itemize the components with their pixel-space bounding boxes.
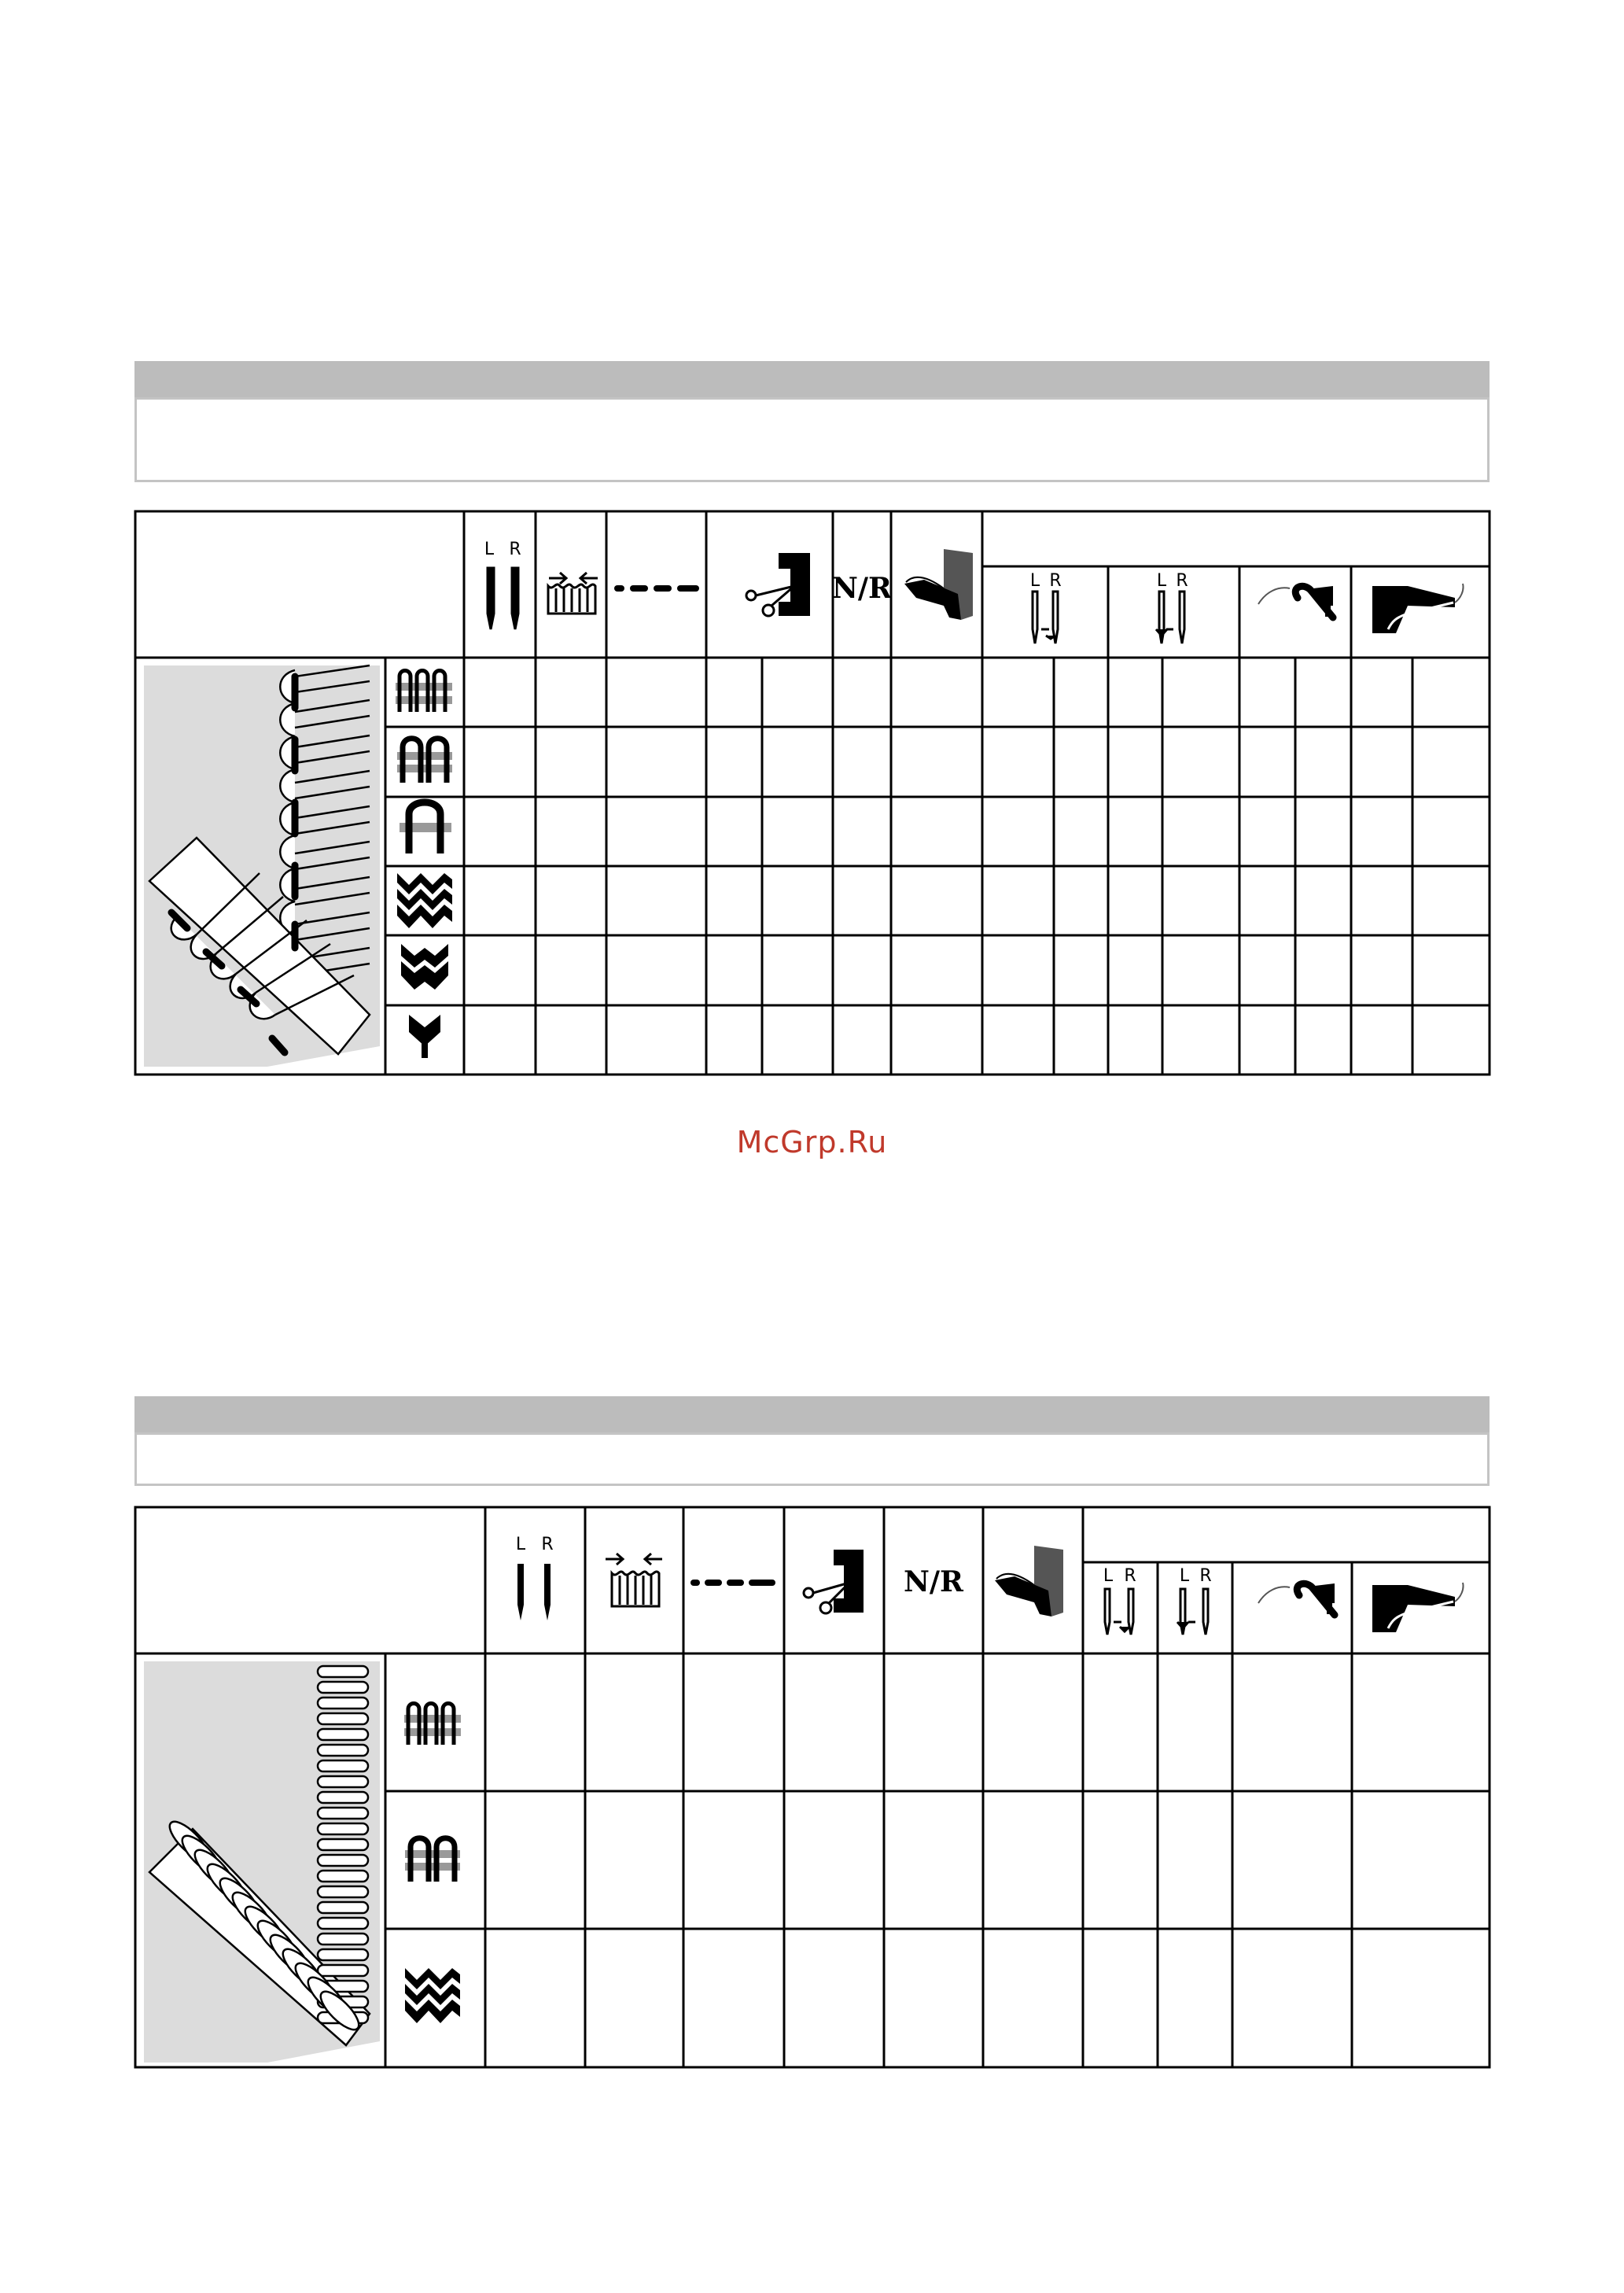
nr-label-1: N/R (832, 572, 892, 605)
light-woven-icon-1 (397, 739, 452, 783)
settings-table-1 (0, 0, 1624, 1101)
cutting-width-icon-1 (746, 553, 810, 616)
woven-fabric-icon-2 (404, 1704, 461, 1746)
needles-lr-icon-1 (488, 568, 518, 629)
light-woven-icon-2 (405, 1838, 460, 1882)
section-2-title-band (134, 1396, 1490, 1434)
differential-feed-icon-2 (606, 1554, 662, 1606)
sub-needle-l-1a: L (1029, 571, 1040, 591)
sub-needle-r-2b: R (1199, 1566, 1212, 1586)
upper-looper-icon-1 (1258, 586, 1333, 617)
sub-needle-l-2b: L (1179, 1566, 1190, 1586)
rolled-edge-loops-2 (318, 1666, 368, 2023)
sub-needle-l-2a: L (1103, 1566, 1114, 1586)
cutting-width-icon-2 (804, 1550, 864, 1613)
knit-fabric-icon-2 (405, 1968, 460, 2023)
woven-fabric-icon-1 (396, 671, 452, 713)
upper-looper-icon-2 (1258, 1583, 1335, 1615)
section-2-description-box (134, 1432, 1490, 1486)
differential-feed-icon-1 (548, 573, 598, 614)
needle-r-2: R (541, 1535, 554, 1554)
needle-right-icon-2 (1177, 1589, 1208, 1635)
needles-lr-icon-2 (517, 1564, 551, 1620)
needle-l-2: L (515, 1535, 526, 1554)
rolled-hem-illustration-2 (144, 1661, 380, 2063)
needle-l-1: L (484, 540, 495, 559)
needle-left-icon-2 (1105, 1589, 1133, 1635)
lower-looper-icon-2 (1372, 1583, 1464, 1632)
lower-looper-icon-1 (1372, 584, 1464, 633)
rolled-diagonal-loops-2 (164, 1816, 364, 2035)
very-light-woven-icon-1 (400, 802, 451, 853)
sub-needle-r-2a: R (1124, 1566, 1136, 1586)
watermark: McGrp.Ru (736, 1125, 888, 1159)
sub-needle-r-1a: R (1049, 571, 1062, 591)
nr-label-2: N/R (904, 1565, 963, 1598)
knit-fabric-icon-1 (397, 873, 452, 928)
light-knit-icon-1 (401, 944, 448, 990)
presser-foot-icon-2 (995, 1546, 1063, 1617)
needle-left-icon-1 (1033, 592, 1058, 643)
sub-needle-r-1b: R (1176, 571, 1188, 591)
very-light-knit-icon-1 (409, 1015, 440, 1058)
presser-foot-icon-1 (904, 549, 973, 620)
sub-needle-l-1b: L (1156, 571, 1167, 591)
needle-r-1: R (509, 540, 521, 559)
overlock-stitch-illustration-1 (144, 665, 380, 1067)
needle-right-icon-1 (1156, 592, 1184, 643)
